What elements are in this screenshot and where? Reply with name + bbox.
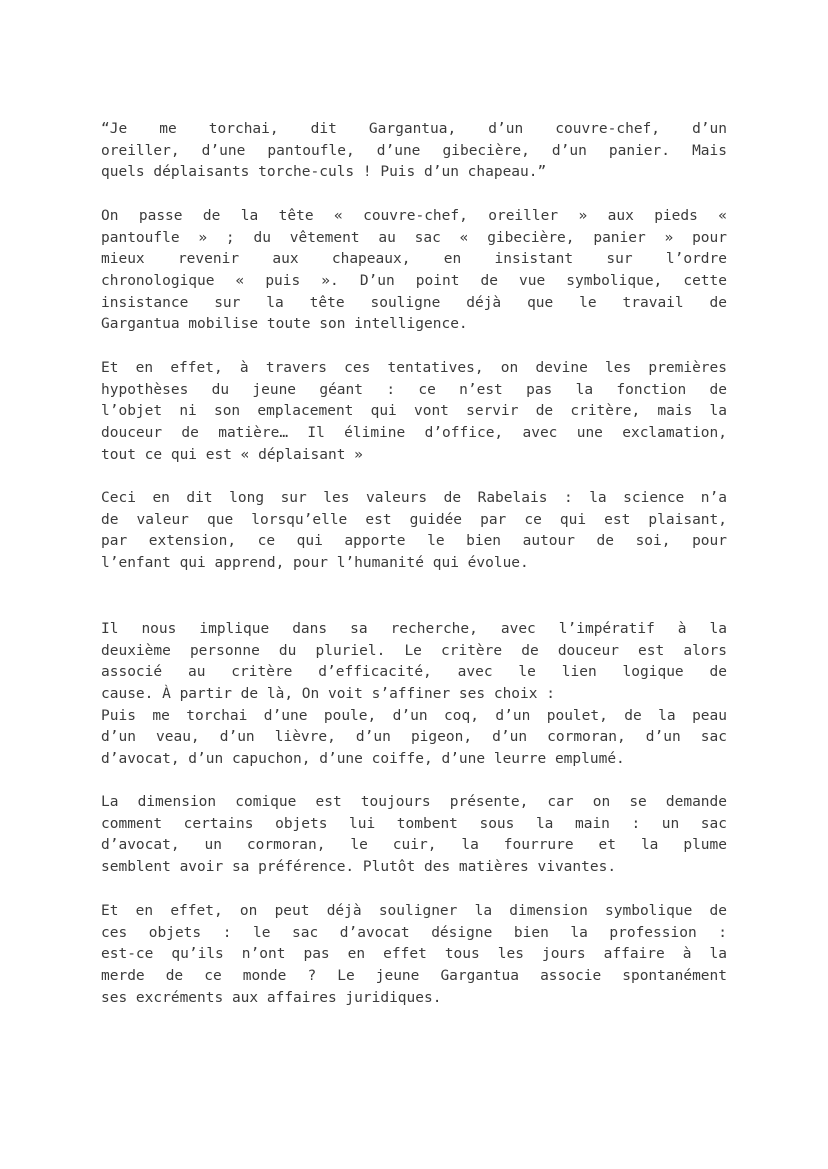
- text-line: l’enfant qui apprend, pour l’humanité qui évolue.: [101, 555, 529, 572]
- paragraph-rabelais-values: [101, 488, 727, 575]
- text-line: hypothèses du jeune géant : ce n’est pas la fonction de: [101, 381, 727, 398]
- text-line: d’un veau, d’un lièvre, d’un pigeon, d’un cormoran, d’un sac: [101, 729, 727, 746]
- paragraph-analysis-head-to-feet: [101, 206, 727, 336]
- text-line: Puis me torchai d’une poule, d’un coq, d’un poulet, de la peau: [101, 707, 727, 724]
- text-line: est-ce qu’ils n’ont pas en effet tous les jours affaire à la: [101, 946, 727, 963]
- paragraph-symbolic-dimension: [101, 901, 727, 1009]
- text-line: Gargantua mobilise toute son intelligence.: [101, 316, 468, 333]
- text-line: d’avocat, un cormoran, le cuir, la fourrure et la plume: [101, 837, 727, 854]
- paragraph-research-criteria: [101, 619, 727, 771]
- text-line: La dimension comique est toujours présente, car on se demande: [101, 794, 727, 810]
- text-line: Et en effet, on peut déjà souligner la dimension symbolique de: [101, 903, 727, 919]
- text-line: comment certains objets lui tombent sous la main : un sac: [101, 815, 727, 832]
- text-line: pantoufle » ; du vêtement au sac « gibecière, panier » pour: [101, 229, 727, 246]
- text-line: “Je me torchai, dit Gargantua, d’un couvre-chef, d’un: [101, 121, 727, 137]
- paragraph-quote-opening: [101, 119, 727, 184]
- text-line: insistance sur la tête souligne déjà que le travail de: [101, 294, 727, 311]
- text-line: d’avocat, d’un capuchon, d’une coiffe, d’une leurre emplumé.: [101, 751, 625, 768]
- text-line: oreiller, d’une pantoufle, d’une gibecière, d’un panier. Mais: [101, 142, 727, 159]
- text-line: Et en effet, à travers ces tentatives, on devine les premières: [101, 360, 727, 376]
- text-line: l’objet ni son emplacement qui vont servir de critère, mais la: [101, 403, 727, 420]
- text-line: associé au critère d’efficacité, avec le lien logique de: [101, 664, 727, 681]
- paragraph-hypotheses: [101, 358, 727, 466]
- text-line: Il nous implique dans sa recherche, avec l’impératif à la: [101, 621, 727, 637]
- text-line: merde de ce monde ? Le jeune Gargantua associe spontanément: [101, 968, 727, 985]
- text-line: Ceci en dit long sur les valeurs de Rabelais : la science n’a: [101, 490, 727, 506]
- text-line: cause. À partir de là, On voit s’affiner ses choix :: [101, 686, 555, 703]
- text-line: de valeur que lorsqu’elle est guidée par ce qui est plaisant,: [101, 511, 727, 528]
- text-line: semblent avoir sa préférence. Plutôt des matières vivantes.: [101, 859, 617, 876]
- text-line: tout ce qui est « déplaisant »: [101, 446, 363, 463]
- paragraph-comic-dimension: [101, 792, 727, 879]
- text-line: ces objets : le sac d’avocat désigne bien la profession :: [101, 924, 727, 941]
- text-line: mieux revenir aux chapeaux, en insistant sur l’ordre: [101, 251, 727, 268]
- text-line: par extension, ce qui apporte le bien autour de soi, pour: [101, 533, 727, 550]
- text-line: On passe de la tête « couvre-chef, oreiller » aux pieds «: [101, 208, 727, 224]
- text-line: deuxième personne du pluriel. Le critère de douceur est alors: [101, 642, 727, 659]
- text-line: chronologique « puis ». D’un point de vue symbolique, cette: [101, 273, 727, 290]
- text-line: quels déplaisants torche-culs ! Puis d’un chapeau.”: [101, 164, 547, 181]
- text-line: douceur de matière… Il élimine d’office, avec une exclamation,: [101, 425, 727, 442]
- text-line: ses excréments aux affaires juridiques.: [101, 989, 442, 1006]
